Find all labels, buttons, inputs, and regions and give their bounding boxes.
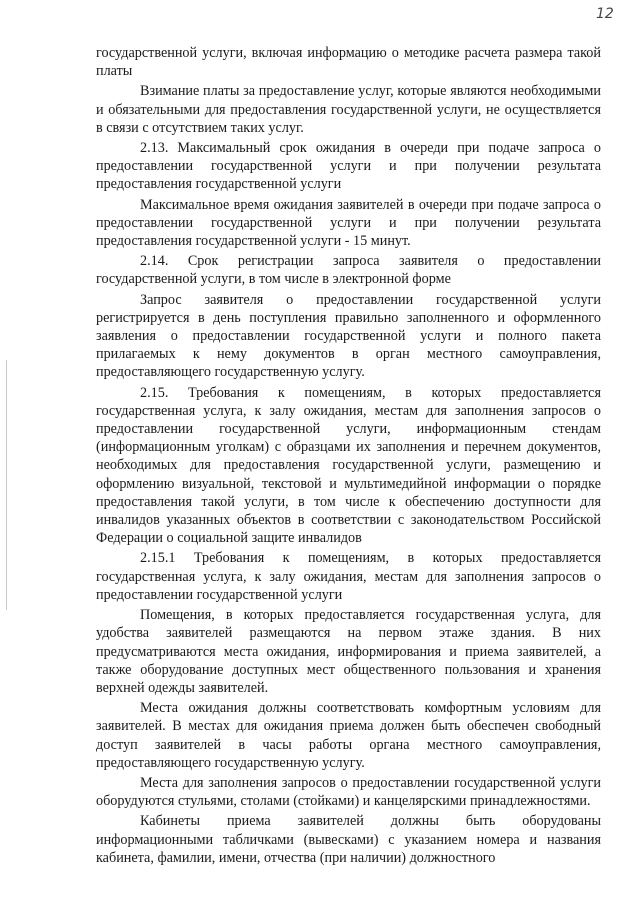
section-2-15-heading: 2.15. Требования к помещениям, в которых предоставляется государственная услуга, к залу ожидания, местам для заполнения запросов о предоставлении государственной услуги, информационным стендам (информационным уголкам) с образцами их заполнения и перечнем документов, необходимых для предоставления государственной услуги, размещению и оформлению визуальной, текстовой и мультимедийной информации о порядке предоставления такой услуги, в том числе к обеспечению доступности для инвалидов указанных объектов в соответствии с законодательством Российской Федерации о социальной защите инвалидов bbox=[96, 384, 601, 547]
paragraph-11: Места для заполнения запросов о предоставлении государственной услуги оборудуются стульями, столами (стойками) и канцелярскими принадлежностями. bbox=[96, 774, 601, 810]
paragraph-9: Помещения, в которых предоставляется государственная услуга, для удобства заявителей размещаются на первом этаже здания. В них предусматриваются места ожидания, информирования и приема заявителей, а также оборудование доступных мест общественного пользования и хранения верхней одежды заявителей. bbox=[96, 607, 601, 696]
section-2-15-1-heading: 2.15.1 Требования к помещениям, в которых предоставляется государственная услуга, к залу ожидания, местам для заполнения запросов о предоставлении государственной услуги bbox=[96, 550, 601, 603]
scan-edge-line bbox=[6, 360, 7, 610]
paragraph-2: Взимание платы за предоставление услуг, которые являются необходимыми и обязательными для предоставления государственной услуги, не осуществляется в связи с отсутствием таких услуг. bbox=[96, 83, 601, 136]
section-2-13-heading: 2.13. Максимальный срок ожидания в очереди при подаче запроса о предоставлении государственной услуги и при получении результата предоставления государственной услуги bbox=[96, 140, 601, 193]
section-2-14-heading: 2.14. Срок регистрации запроса заявителя о предоставлении государственной услуги, в том числе в электронной форме bbox=[96, 253, 601, 288]
page-number: 12 bbox=[596, 6, 614, 22]
paragraph-12: Кабинеты приема заявителей должны быть оборудованы информационными табличками (вывесками) с указанием номера и названия кабинета, фамилии, имени, отчества (при наличии) должностного bbox=[96, 813, 601, 866]
paragraph-6: Запрос заявителя о предоставлении государственной услуги регистрируется в день поступления правильно заполненного и оформленного заявления о предоставлении государственной услуги и полного пакета прилагаемых к нему документов в орган местного самоуправления, предоставляющего государственную услугу. bbox=[96, 291, 601, 381]
document-body bbox=[96, 44, 601, 869]
paragraph-1: государственной услуги, включая информацию о методике расчета размера такой платы bbox=[96, 45, 601, 80]
paragraph-4: Максимальное время ожидания заявителей в очереди при подаче запроса о предоставлении государственной услуги и при получении результата предоставления государственной услуги - 15 минут. bbox=[96, 196, 601, 250]
paragraph-10: Места ожидания должны соответствовать комфортным условиям для заявителей. В местах для ожидания приема должен быть обеспечен свободный доступ заявителей в часы работы органа местного самоуправления, предоставляющего государственную услугу. bbox=[96, 700, 601, 771]
